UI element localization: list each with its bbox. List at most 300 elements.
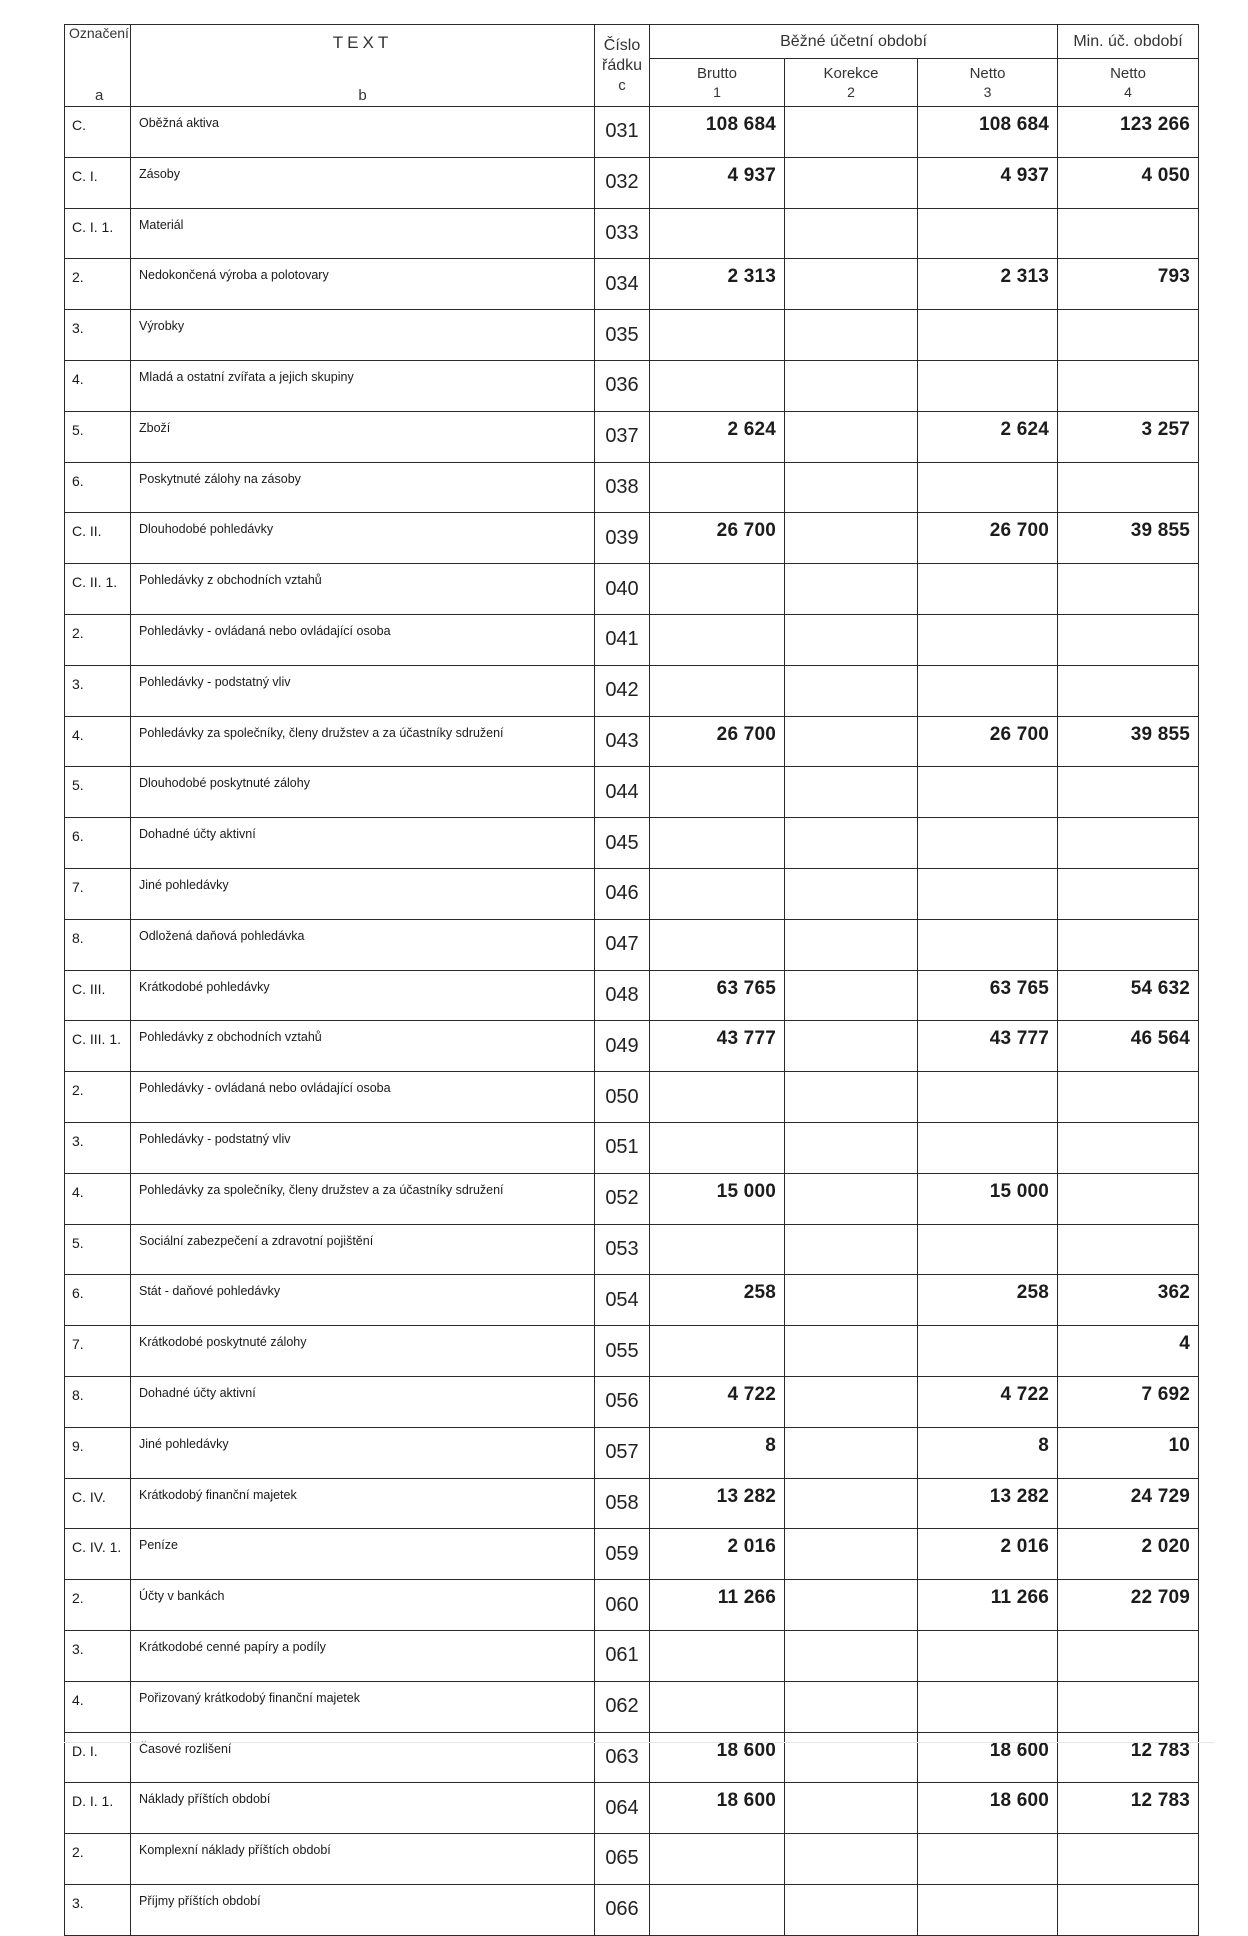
row-code: C. IV. 1. xyxy=(65,1529,131,1580)
row-netto-prev: 22 709 xyxy=(1058,1580,1199,1631)
row-brutto: 43 777 xyxy=(650,1021,785,1072)
table-row xyxy=(65,157,1199,208)
row-text: Komplexní náklady příštích období xyxy=(131,1834,595,1885)
row-text: Krátkodobý finanční majetek xyxy=(131,1478,595,1529)
row-netto: 26 700 xyxy=(918,716,1058,767)
row-korekce xyxy=(785,818,918,869)
row-korekce xyxy=(785,1122,918,1173)
header-netto xyxy=(918,59,1058,107)
row-text: Stát - daňové pohledávky xyxy=(131,1275,595,1326)
table-row xyxy=(65,1884,1199,1935)
row-text: Krátkodobé cenné papíry a podíly xyxy=(131,1630,595,1681)
row-brutto: 63 765 xyxy=(650,970,785,1021)
row-netto-prev: 24 729 xyxy=(1058,1478,1199,1529)
row-korekce xyxy=(785,513,918,564)
row-netto-prev xyxy=(1058,1834,1199,1885)
row-line-number: 052 xyxy=(595,1173,650,1224)
table-row xyxy=(65,1478,1199,1529)
row-korekce xyxy=(785,1783,918,1834)
table-row xyxy=(65,513,1199,564)
row-korekce xyxy=(785,614,918,665)
row-korekce xyxy=(785,107,918,158)
row-code: 2. xyxy=(65,1580,131,1631)
row-code: 9. xyxy=(65,1427,131,1478)
balance-sheet-table xyxy=(64,24,1199,1936)
table-row xyxy=(65,1072,1199,1123)
header-brutto-col: 1 xyxy=(713,83,721,100)
row-text: Pohledávky z obchodních vztahů xyxy=(131,1021,595,1072)
table-row xyxy=(65,1834,1199,1885)
row-text: Nedokončená výroba a polotovary xyxy=(131,259,595,310)
row-brutto xyxy=(650,665,785,716)
table-row xyxy=(65,1681,1199,1732)
table-row xyxy=(65,1427,1199,1478)
row-netto: 4 937 xyxy=(918,157,1058,208)
table-row xyxy=(65,970,1199,1021)
row-netto xyxy=(918,767,1058,818)
row-text: Dlouhodobé poskytnuté zálohy xyxy=(131,767,595,818)
row-code: C. I. 1. xyxy=(65,208,131,259)
row-text: Náklady příštích období xyxy=(131,1783,595,1834)
row-netto-prev: 793 xyxy=(1058,259,1199,310)
row-line-number: 039 xyxy=(595,513,650,564)
row-netto: 18 600 xyxy=(918,1783,1058,1834)
row-korekce xyxy=(785,1224,918,1275)
row-netto-prev xyxy=(1058,462,1199,513)
header-korekce-label: Korekce xyxy=(823,64,879,82)
row-netto: 258 xyxy=(918,1275,1058,1326)
row-line-number: 053 xyxy=(595,1224,650,1275)
row-korekce xyxy=(785,1681,918,1732)
row-line-number: 045 xyxy=(595,818,650,869)
table-row xyxy=(65,1376,1199,1427)
header-netto-prev xyxy=(1058,59,1199,107)
row-brutto: 26 700 xyxy=(650,513,785,564)
row-netto-prev xyxy=(1058,919,1199,970)
row-netto xyxy=(918,665,1058,716)
row-korekce xyxy=(785,1478,918,1529)
row-brutto xyxy=(650,614,785,665)
row-brutto: 8 xyxy=(650,1427,785,1478)
table-row xyxy=(65,1326,1199,1377)
table-row xyxy=(65,1732,1199,1783)
row-code: 5. xyxy=(65,767,131,818)
row-korekce xyxy=(785,1884,918,1935)
row-netto-prev: 46 564 xyxy=(1058,1021,1199,1072)
row-brutto xyxy=(650,208,785,259)
row-netto-prev xyxy=(1058,1224,1199,1275)
row-text: Pohledávky - ovládaná nebo ovládající osoba xyxy=(131,1072,595,1123)
row-netto-prev: 39 855 xyxy=(1058,513,1199,564)
header-previous-period: Min. úč. období xyxy=(1058,25,1199,59)
row-netto xyxy=(918,1326,1058,1377)
row-line-number: 048 xyxy=(595,970,650,1021)
row-text: Krátkodobé poskytnuté zálohy xyxy=(131,1326,595,1377)
header-netto-prev-label: Netto xyxy=(1110,64,1146,82)
row-code: 2. xyxy=(65,1072,131,1123)
row-line-number: 043 xyxy=(595,716,650,767)
row-brutto xyxy=(650,1630,785,1681)
header-korekce xyxy=(785,59,918,107)
header-line-no-label: Číslo řádku xyxy=(601,36,643,74)
row-line-number: 037 xyxy=(595,411,650,462)
row-netto-prev xyxy=(1058,1884,1199,1935)
row-netto-prev xyxy=(1058,868,1199,919)
row-brutto: 4 937 xyxy=(650,157,785,208)
row-brutto xyxy=(650,360,785,411)
row-netto xyxy=(918,1122,1058,1173)
row-netto: 43 777 xyxy=(918,1021,1058,1072)
header-designation-col: a xyxy=(95,87,104,104)
row-code: C. III. 1. xyxy=(65,1021,131,1072)
row-korekce xyxy=(785,1427,918,1478)
row-netto-prev xyxy=(1058,208,1199,259)
row-netto: 2 624 xyxy=(918,411,1058,462)
row-korekce xyxy=(785,1580,918,1631)
table-row xyxy=(65,767,1199,818)
row-brutto xyxy=(650,1681,785,1732)
row-code: D. I. 1. xyxy=(65,1783,131,1834)
row-korekce xyxy=(785,208,918,259)
row-netto xyxy=(918,310,1058,361)
row-text: Příjmy příštích období xyxy=(131,1884,595,1935)
row-text: Pohledávky za společníky, členy družstev a za účastníky sdružení xyxy=(131,1173,595,1224)
row-code: 3. xyxy=(65,1630,131,1681)
row-netto xyxy=(918,1630,1058,1681)
header-designation xyxy=(65,25,131,107)
row-line-number: 047 xyxy=(595,919,650,970)
row-korekce xyxy=(785,310,918,361)
table-row xyxy=(65,462,1199,513)
table-row xyxy=(65,1783,1199,1834)
table-row xyxy=(65,360,1199,411)
row-line-number: 063 xyxy=(595,1732,650,1783)
header-line-no-col: c xyxy=(618,76,626,94)
row-netto: 108 684 xyxy=(918,107,1058,158)
row-code: C. xyxy=(65,107,131,158)
row-text: Zboží xyxy=(131,411,595,462)
row-line-number: 044 xyxy=(595,767,650,818)
header-current-period: Běžné účetní období xyxy=(650,25,1058,59)
row-netto xyxy=(918,208,1058,259)
row-netto: 63 765 xyxy=(918,970,1058,1021)
header-text xyxy=(131,25,595,107)
row-line-number: 040 xyxy=(595,564,650,615)
row-netto xyxy=(918,462,1058,513)
header-netto-col: 3 xyxy=(983,83,992,100)
row-line-number: 055 xyxy=(595,1326,650,1377)
row-netto-prev xyxy=(1058,614,1199,665)
table-row xyxy=(65,1275,1199,1326)
row-netto xyxy=(918,1834,1058,1885)
row-korekce xyxy=(785,1021,918,1072)
row-brutto: 108 684 xyxy=(650,107,785,158)
row-netto xyxy=(918,868,1058,919)
row-line-number: 064 xyxy=(595,1783,650,1834)
row-line-number: 065 xyxy=(595,1834,650,1885)
row-code: 6. xyxy=(65,462,131,513)
row-brutto: 2 624 xyxy=(650,411,785,462)
row-line-number: 038 xyxy=(595,462,650,513)
row-netto: 11 266 xyxy=(918,1580,1058,1631)
row-text: Časové rozlišení xyxy=(131,1732,595,1783)
header-brutto-label: Brutto xyxy=(696,64,738,82)
header-korekce-col: 2 xyxy=(847,83,855,100)
row-brutto: 258 xyxy=(650,1275,785,1326)
row-netto-prev xyxy=(1058,818,1199,869)
row-netto xyxy=(918,564,1058,615)
row-netto xyxy=(918,1681,1058,1732)
header-netto-prev-col: 4 xyxy=(1124,83,1132,100)
row-brutto xyxy=(650,1326,785,1377)
row-line-number: 051 xyxy=(595,1122,650,1173)
row-brutto: 18 600 xyxy=(650,1732,785,1783)
row-korekce xyxy=(785,868,918,919)
row-line-number: 062 xyxy=(595,1681,650,1732)
row-netto-prev: 3 257 xyxy=(1058,411,1199,462)
row-line-number: 034 xyxy=(595,259,650,310)
row-text: Zásoby xyxy=(131,157,595,208)
row-text: Výrobky xyxy=(131,310,595,361)
row-netto: 2 313 xyxy=(918,259,1058,310)
row-netto-prev: 12 783 xyxy=(1058,1783,1199,1834)
row-code: 6. xyxy=(65,818,131,869)
row-korekce xyxy=(785,767,918,818)
row-netto: 13 282 xyxy=(918,1478,1058,1529)
row-code: C. I. xyxy=(65,157,131,208)
header-netto-label: Netto xyxy=(969,64,1006,82)
row-text: Dlouhodobé pohledávky xyxy=(131,513,595,564)
row-brutto xyxy=(650,868,785,919)
row-netto-prev: 54 632 xyxy=(1058,970,1199,1021)
row-brutto xyxy=(650,767,785,818)
row-netto xyxy=(918,1884,1058,1935)
row-netto-prev xyxy=(1058,1173,1199,1224)
row-netto-prev: 12 783 xyxy=(1058,1732,1199,1783)
row-netto-prev xyxy=(1058,1630,1199,1681)
row-brutto xyxy=(650,1072,785,1123)
row-korekce xyxy=(785,716,918,767)
row-text: Oběžná aktiva xyxy=(131,107,595,158)
row-code: 2. xyxy=(65,1834,131,1885)
table-row xyxy=(65,1580,1199,1631)
row-code: 5. xyxy=(65,411,131,462)
row-netto-prev xyxy=(1058,360,1199,411)
header-line-no xyxy=(595,25,650,107)
row-line-number: 042 xyxy=(595,665,650,716)
row-text: Pohledávky - podstatný vliv xyxy=(131,1122,595,1173)
row-code: 5. xyxy=(65,1224,131,1275)
row-korekce xyxy=(785,1275,918,1326)
row-code: C. IV. xyxy=(65,1478,131,1529)
table-body xyxy=(65,107,1199,1936)
row-korekce xyxy=(785,411,918,462)
row-korekce xyxy=(785,1376,918,1427)
row-brutto xyxy=(650,462,785,513)
table-row xyxy=(65,1021,1199,1072)
row-text: Pohledávky z obchodních vztahů xyxy=(131,564,595,615)
row-netto-prev: 4 xyxy=(1058,1326,1199,1377)
row-netto: 4 722 xyxy=(918,1376,1058,1427)
row-netto-prev xyxy=(1058,1072,1199,1123)
table-row xyxy=(65,208,1199,259)
row-line-number: 056 xyxy=(595,1376,650,1427)
row-netto-prev xyxy=(1058,310,1199,361)
row-code: 3. xyxy=(65,665,131,716)
row-korekce xyxy=(785,1834,918,1885)
row-korekce xyxy=(785,919,918,970)
row-netto-prev: 7 692 xyxy=(1058,1376,1199,1427)
row-brutto xyxy=(650,1224,785,1275)
row-text: Účty v bankách xyxy=(131,1580,595,1631)
row-netto xyxy=(918,360,1058,411)
row-netto: 8 xyxy=(918,1427,1058,1478)
table-row xyxy=(65,868,1199,919)
header-brutto xyxy=(650,59,785,107)
row-korekce xyxy=(785,1529,918,1580)
row-netto-prev xyxy=(1058,564,1199,615)
row-brutto xyxy=(650,818,785,869)
row-korekce xyxy=(785,1630,918,1681)
row-korekce xyxy=(785,1173,918,1224)
row-korekce xyxy=(785,1072,918,1123)
row-korekce xyxy=(785,970,918,1021)
row-text: Materiál xyxy=(131,208,595,259)
row-line-number: 058 xyxy=(595,1478,650,1529)
row-text: Jiné pohledávky xyxy=(131,1427,595,1478)
row-line-number: 035 xyxy=(595,310,650,361)
row-brutto xyxy=(650,310,785,361)
row-brutto xyxy=(650,564,785,615)
row-code: 4. xyxy=(65,1173,131,1224)
row-netto-prev: 39 855 xyxy=(1058,716,1199,767)
row-code: 2. xyxy=(65,259,131,310)
table-row xyxy=(65,259,1199,310)
row-netto xyxy=(918,1072,1058,1123)
row-text: Dohadné účty aktivní xyxy=(131,818,595,869)
row-brutto xyxy=(650,1122,785,1173)
table-row xyxy=(65,107,1199,158)
table-header xyxy=(65,25,1199,107)
row-netto: 18 600 xyxy=(918,1732,1058,1783)
row-line-number: 057 xyxy=(595,1427,650,1478)
row-brutto: 18 600 xyxy=(650,1783,785,1834)
row-netto-prev: 123 266 xyxy=(1058,107,1199,158)
row-text: Krátkodobé pohledávky xyxy=(131,970,595,1021)
table-row xyxy=(65,1630,1199,1681)
row-code: 3. xyxy=(65,310,131,361)
row-brutto: 11 266 xyxy=(650,1580,785,1631)
row-brutto: 26 700 xyxy=(650,716,785,767)
row-netto: 26 700 xyxy=(918,513,1058,564)
row-line-number: 061 xyxy=(595,1630,650,1681)
row-code: 7. xyxy=(65,868,131,919)
row-text: Odložená daňová pohledávka xyxy=(131,919,595,970)
row-korekce xyxy=(785,360,918,411)
row-line-number: 059 xyxy=(595,1529,650,1580)
row-text: Jiné pohledávky xyxy=(131,868,595,919)
row-text: Pořizovaný krátkodobý finanční majetek xyxy=(131,1681,595,1732)
header-text-col: b xyxy=(358,87,367,104)
row-code: D. I. xyxy=(65,1732,131,1783)
row-code: C. II. xyxy=(65,513,131,564)
row-code: 8. xyxy=(65,1376,131,1427)
row-netto: 2 016 xyxy=(918,1529,1058,1580)
row-netto xyxy=(918,919,1058,970)
row-brutto: 2 313 xyxy=(650,259,785,310)
table-row xyxy=(65,564,1199,615)
row-text: Pohledávky - podstatný vliv xyxy=(131,665,595,716)
table-row xyxy=(65,614,1199,665)
row-line-number: 054 xyxy=(595,1275,650,1326)
row-brutto: 4 722 xyxy=(650,1376,785,1427)
table-row xyxy=(65,1173,1199,1224)
table-row xyxy=(65,1122,1199,1173)
row-line-number: 050 xyxy=(595,1072,650,1123)
row-line-number: 060 xyxy=(595,1580,650,1631)
row-brutto xyxy=(650,1834,785,1885)
row-line-number: 066 xyxy=(595,1884,650,1935)
row-text: Dohadné účty aktivní xyxy=(131,1376,595,1427)
row-code: C. II. 1. xyxy=(65,564,131,615)
row-korekce xyxy=(785,564,918,615)
row-code: 2. xyxy=(65,614,131,665)
row-line-number: 049 xyxy=(595,1021,650,1072)
table-row xyxy=(65,1529,1199,1580)
row-brutto xyxy=(650,919,785,970)
row-netto xyxy=(918,818,1058,869)
row-line-number: 032 xyxy=(595,157,650,208)
row-text: Peníze xyxy=(131,1529,595,1580)
row-brutto xyxy=(650,1884,785,1935)
row-code: 3. xyxy=(65,1122,131,1173)
row-code: 4. xyxy=(65,1681,131,1732)
row-line-number: 033 xyxy=(595,208,650,259)
row-netto: 15 000 xyxy=(918,1173,1058,1224)
row-brutto: 2 016 xyxy=(650,1529,785,1580)
page-bottom-divider xyxy=(64,1742,1214,1743)
row-korekce xyxy=(785,665,918,716)
row-korekce xyxy=(785,157,918,208)
row-code: 4. xyxy=(65,360,131,411)
header-designation-label: Označení xyxy=(69,25,129,41)
row-text: Mladá a ostatní zvířata a jejich skupiny xyxy=(131,360,595,411)
table-row xyxy=(65,665,1199,716)
table-row xyxy=(65,310,1199,361)
row-code: 4. xyxy=(65,716,131,767)
table-row xyxy=(65,716,1199,767)
row-text: Poskytnuté zálohy na zásoby xyxy=(131,462,595,513)
row-line-number: 031 xyxy=(595,107,650,158)
row-brutto: 15 000 xyxy=(650,1173,785,1224)
row-text: Pohledávky za společníky, členy družstev a za účastníky sdružení xyxy=(131,716,595,767)
row-code: C. III. xyxy=(65,970,131,1021)
row-code: 7. xyxy=(65,1326,131,1377)
table-row xyxy=(65,1224,1199,1275)
row-netto-prev: 2 020 xyxy=(1058,1529,1199,1580)
row-netto-prev xyxy=(1058,1122,1199,1173)
row-netto-prev: 10 xyxy=(1058,1427,1199,1478)
row-text: Sociální zabezpečení a zdravotní pojištění xyxy=(131,1224,595,1275)
table-row xyxy=(65,919,1199,970)
row-text: Pohledávky - ovládaná nebo ovládající osoba xyxy=(131,614,595,665)
row-line-number: 041 xyxy=(595,614,650,665)
row-korekce xyxy=(785,462,918,513)
row-korekce xyxy=(785,259,918,310)
row-netto xyxy=(918,1224,1058,1275)
row-korekce xyxy=(785,1732,918,1783)
row-line-number: 046 xyxy=(595,868,650,919)
